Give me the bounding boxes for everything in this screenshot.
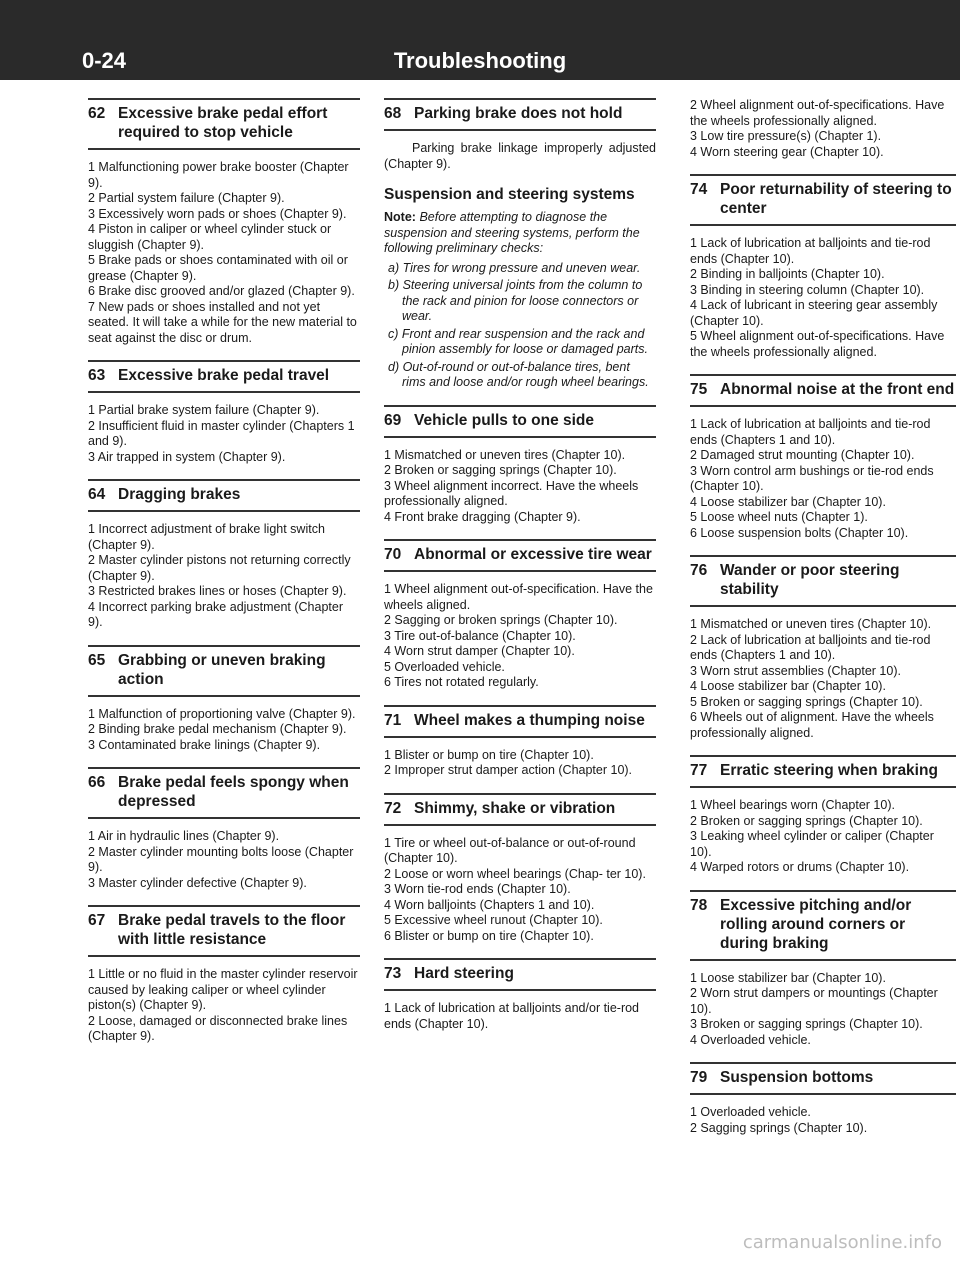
section-75 xyxy=(690,374,956,541)
section-heading: 69 Vehicle pulls to one side xyxy=(384,405,656,438)
list-item: 2 Binding brake pedal mechanism (Chapter 9). xyxy=(88,722,347,736)
section-heading: 68 Parking brake does not hold xyxy=(384,98,656,131)
section-heading: 73 Hard steering xyxy=(384,958,656,991)
section-heading: 63 Excessive brake pedal travel xyxy=(88,360,360,393)
list-item: 3 Master cylinder defective (Chapter 9). xyxy=(88,875,307,890)
list-item: 1 Air in hydraulic lines (Chapter 9). xyxy=(88,829,280,843)
section-heading: 79 Suspension bottoms xyxy=(690,1062,956,1095)
list-item: 2 Lack of lubrication at balljoints and tie-rod ends (Chapters 1 and 10). xyxy=(690,632,931,662)
list-item: 3 Leaking wheel cylinder or caliper (Chapter 10). xyxy=(690,829,934,859)
list-item: 1 Wheel bearings worn (Chapter 10). xyxy=(690,798,895,812)
list-item: 5 Overloaded vehicle. xyxy=(384,659,505,674)
list-item: 1 Mismatched or uneven tires (Chapter 10). xyxy=(690,617,932,631)
section-73 xyxy=(384,958,656,1032)
list-item: 1 Mismatched or uneven tires (Chapter 10). xyxy=(384,447,626,462)
list-item: 2 Broken or sagging springs (Chapter 10). xyxy=(384,463,617,477)
list-item: 3 Broken or sagging springs (Chapter 10). xyxy=(690,1017,923,1031)
watermark: carmanualsonline.info xyxy=(742,1232,942,1253)
list-item: 4 Piston in caliper or wheel cylinder stuck or sluggish (Chapter 9). xyxy=(88,222,332,252)
section-76 xyxy=(690,555,956,741)
list-item: 6 Loose suspension bolts (Chapter 10). xyxy=(690,525,909,540)
list-item: 3 Worn control arm bushings or tie-rod ends (Chapter 10). xyxy=(690,463,934,493)
list-item: 2 Wheel alignment out-of-specifications. Have the wheels professionally aligned. xyxy=(690,98,945,128)
list-item: 3 Low tire pressure(s) (Chapter 1). xyxy=(690,129,882,143)
list-item: 1 Loose stabilizer bar (Chapter 10). xyxy=(690,970,886,985)
section-72 xyxy=(384,793,656,945)
list-item: 6 Wheels out of alignment. Have the wheels professionally aligned. xyxy=(690,710,934,740)
section-69 xyxy=(384,405,656,526)
list-item: 3 Restricted brakes lines or hoses (Chapter 9). xyxy=(88,584,347,598)
section-heading: 76 Wander or poor steering stability xyxy=(690,555,956,607)
section-70 xyxy=(384,539,656,691)
section-heading: 64 Dragging brakes xyxy=(88,479,360,512)
list-item: 1 Tire or wheel out-of-balance or out-of-round (Chapter 10). xyxy=(384,835,636,865)
section-heading: 75 Abnormal noise at the front end xyxy=(690,374,956,407)
section-heading: 74 Poor returnability of steering to center xyxy=(690,174,956,226)
column-3 xyxy=(690,98,956,1150)
section-73-continued xyxy=(690,98,956,160)
list-item: 2 Partial system failure (Chapter 9). xyxy=(88,191,285,205)
section-heading: 71 Wheel makes a thumping noise xyxy=(384,705,656,738)
column-1 xyxy=(88,98,360,1059)
section-74 xyxy=(690,174,956,360)
list-item: 1 Wheel alignment out-of-specification. Have the wheels aligned. xyxy=(384,582,653,612)
list-item: 1 Lack of lubrication at balljoints and/or tie-rod ends (Chapter 10). xyxy=(384,1001,640,1031)
subheading: Suspension and steering systems xyxy=(384,186,635,203)
section-heading: 62 Excessive brake pedal effort required to stop vehicle xyxy=(88,98,360,150)
list-item: 2 Loose or worn wheel bearings (Chap- ter 10). xyxy=(384,866,646,881)
list-item: 1 Malfunctioning power brake booster (Chapter 9). xyxy=(88,160,349,190)
section-67 xyxy=(88,905,360,1045)
section-65 xyxy=(88,645,360,754)
list-item: 4 Worn strut damper (Chapter 10). xyxy=(384,644,575,658)
check-item: d) Out-of-round or out-of-balance tires, bent rims and loose and/or rough wheel bearings. xyxy=(388,359,649,389)
list-item: 2 Master cylinder pistons not returning correctly (Chapter 9). xyxy=(88,553,351,583)
list-item: 4 Loose stabilizer bar (Chapter 10). xyxy=(690,679,886,693)
check-item: b) Steering universal joints from the column to the rack and pinion for loose connectors or wear. xyxy=(388,278,643,323)
list-item: 1 Malfunction of proportioning valve (Chapter 9). xyxy=(88,706,356,721)
list-item: 6 Blister or bump on tire (Chapter 10). xyxy=(384,928,594,943)
list-item: 7 New pads or shoes installed and not yet seated. It will take a while for the new material to seat against the disc or drum. xyxy=(88,299,357,345)
section-heading: 65 Grabbing or uneven braking action xyxy=(88,645,360,697)
list-item: 2 Loose, damaged or disconnected brake lines (Chapter 9). xyxy=(88,1013,348,1043)
section-79 xyxy=(690,1062,956,1136)
list-item: 2 Worn strut dampers or mountings (Chapter 10). xyxy=(690,986,938,1016)
list-item: 3 Excessively worn pads or shoes (Chapter 9). xyxy=(88,206,347,221)
list-item: 4 Overloaded vehicle. xyxy=(690,1032,811,1047)
list-item: 5 Brake pads or shoes contaminated with oil or grease (Chapter 9). xyxy=(88,253,348,283)
list-item: 5 Wheel alignment out-of-specifications. Have the wheels professionally aligned. xyxy=(690,329,945,359)
list-item: 1 Lack of lubrication at balljoints and tie-rod ends (Chapter 10). xyxy=(690,236,931,266)
column-2 xyxy=(384,98,656,1046)
list-item: 4 Incorrect parking brake adjustment (Chapter 9). xyxy=(88,599,343,629)
section-64 xyxy=(88,479,360,631)
section-78 xyxy=(690,890,956,1049)
paragraph: Parking brake linkage improperly adjusted (Chapter 9). xyxy=(384,141,656,171)
list-item: 5 Excessive wheel runout (Chapter 10). xyxy=(384,913,603,927)
list-item: 3 Worn strut assemblies (Chapter 10). xyxy=(690,663,901,678)
list-item: 1 Incorrect adjustment of brake light switch (Chapter 9). xyxy=(88,522,325,552)
list-item: 3 Tire out-of-balance (Chapter 10). xyxy=(384,628,576,643)
list-item: 2 Binding in balljoints (Chapter 10). xyxy=(690,267,885,281)
list-item: 2 Broken or sagging springs (Chapter 10). xyxy=(690,813,923,828)
list-item: 1 Lack of lubrication at balljoints and tie-rod ends (Chapters 1 and 10). xyxy=(690,417,931,447)
page-title: Troubleshooting xyxy=(393,48,567,73)
section-heading: 78 Excessive pitching and/or rolling around corners or during braking xyxy=(690,890,956,961)
section-heading: 66 Brake pedal feels spongy when depressed xyxy=(88,767,360,819)
list-item: 2 Improper strut damper action (Chapter 10). xyxy=(384,763,633,777)
list-item: 6 Brake disc grooved and/or glazed (Chapter 9). xyxy=(88,284,355,298)
list-item: 2 Sagging or broken springs (Chapter 10). xyxy=(384,613,618,627)
section-63 xyxy=(88,360,360,465)
list-item: 4 Loose stabilizer bar (Chapter 10). xyxy=(690,494,886,509)
list-item: 6 Tires not rotated regularly. xyxy=(384,675,539,689)
list-item: 3 Wheel alignment incorrect. Have the wheels professionally aligned. xyxy=(384,478,639,508)
list-item: 4 Lack of lubricant in steering gear assembly (Chapter 10). xyxy=(690,298,938,328)
section-77 xyxy=(690,755,956,876)
page-number: 0-24 xyxy=(82,48,127,73)
list-item: 3 Air trapped in system (Chapter 9). xyxy=(88,449,286,464)
section-71 xyxy=(384,705,656,779)
list-item: 4 Warped rotors or drums (Chapter 10). xyxy=(690,860,910,874)
list-item: 1 Little or no fluid in the master cylinder reservoir caused by leaking caliper or wheel cylinder piston(s) (Chapter 9). xyxy=(88,967,358,1012)
section-62 xyxy=(88,98,360,346)
check-item: c) Front and rear suspension and the rack and pinion assembly for loose or damaged parts. xyxy=(388,326,648,356)
section-68 xyxy=(384,98,656,172)
list-item: 2 Damaged strut mounting (Chapter 10). xyxy=(690,448,915,462)
list-item: 2 Sagging springs (Chapter 10). xyxy=(690,1120,868,1135)
list-item: 2 Master cylinder mounting bolts loose (Chapter 9). xyxy=(88,844,354,874)
section-heading: 70 Abnormal or excessive tire wear xyxy=(384,539,656,572)
list-item: 3 Contaminated brake linings (Chapter 9). xyxy=(88,737,321,752)
section-heading: 67 Brake pedal travels to the floor with little resistance xyxy=(88,905,360,957)
list-item: 1 Partial brake system failure (Chapter 9). xyxy=(88,403,320,417)
list-item: 4 Front brake dragging (Chapter 9). xyxy=(384,509,581,524)
list-item: 1 Blister or bump on tire (Chapter 10). xyxy=(384,747,594,762)
list-item: 5 Loose wheel nuts (Chapter 1). xyxy=(690,510,868,524)
list-item: 1 Overloaded vehicle. xyxy=(690,1105,811,1119)
note: Note: Before attempting to diagnose the suspension and steering systems, perform the following preliminary checks: xyxy=(384,210,640,255)
section-66 xyxy=(88,767,360,891)
list-item: 2 Insufficient fluid in master cylinder (Chapters 1 and 9). xyxy=(88,418,355,448)
list-item: 3 Binding in steering column (Chapter 10). xyxy=(690,282,925,297)
section-heading: 77 Erratic steering when braking xyxy=(690,755,956,788)
list-item: 4 Worn steering gear (Chapter 10). xyxy=(690,144,884,159)
check-item: a) Tires for wrong pressure and uneven wear. xyxy=(388,260,641,275)
list-item: 4 Worn balljoints (Chapters 1 and 10). xyxy=(384,897,595,912)
list-item: 5 Broken or sagging springs (Chapter 10). xyxy=(690,694,923,709)
page-header xyxy=(0,0,960,80)
section-heading: 72 Shimmy, shake or vibration xyxy=(384,793,656,826)
list-item: 3 Worn tie-rod ends (Chapter 10). xyxy=(384,882,571,896)
